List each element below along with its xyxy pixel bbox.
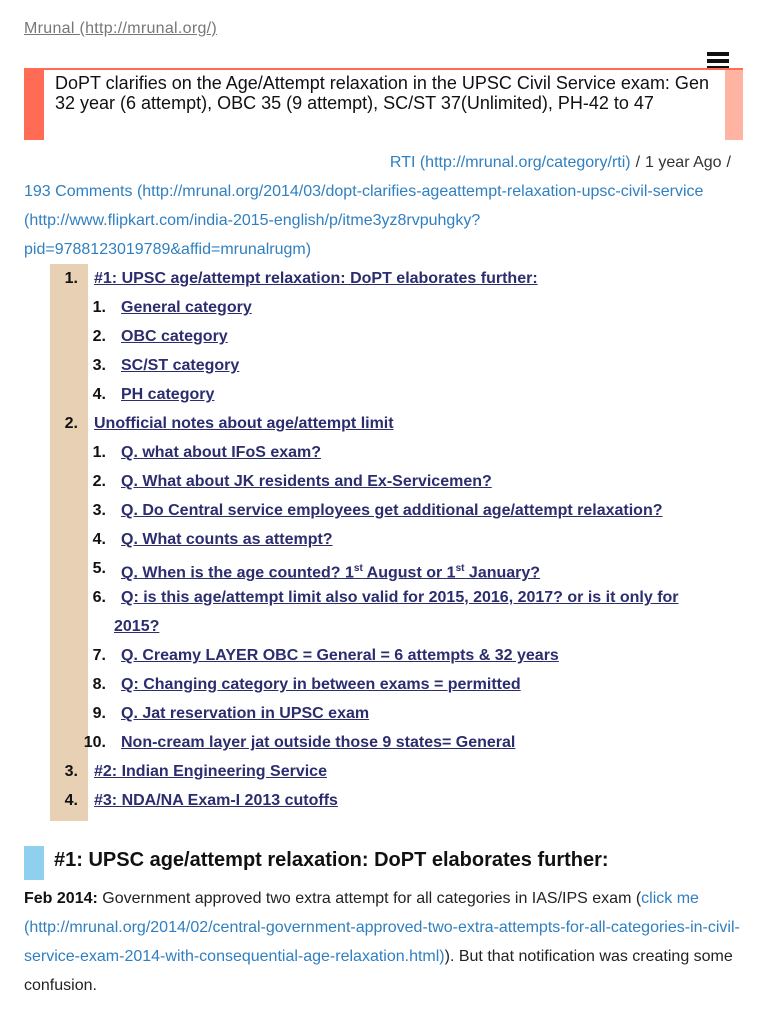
- toc-number: 10.: [83, 734, 106, 751]
- title-accent-left: [24, 70, 44, 140]
- post-title: DoPT clarifies on the Age/Attempt relaxation in the UPSC Civil Service exam: Gen 32 year (6 attempt), OBC 35 (9 attempt), SC/ST 37(Unlimited), PH-42 to 47: [55, 73, 709, 113]
- toc-number: 4.: [92, 386, 106, 403]
- toc-number: 1.: [92, 444, 106, 461]
- para-date: Feb 2014:: [24, 890, 98, 907]
- toc-link-text: August or 1: [362, 564, 456, 582]
- ordinal-suffix: st: [455, 563, 465, 574]
- para-tail: ). But that notification was creating some confusion.: [24, 948, 733, 994]
- toc-link[interactable]: Unofficial notes about age/attempt limit: [94, 415, 394, 432]
- toc-link[interactable]: 2015?: [114, 618, 160, 635]
- flipkart-link[interactable]: (http://www.flipkart.com/india-2015-english/p/itme3yz8rvpuhgky?: [24, 212, 481, 229]
- section-paragraph: [24, 884, 744, 1000]
- category-link[interactable]: RTI (http://mrunal.org/category/rti): [389, 154, 631, 171]
- toc-link[interactable]: #3: NDA/NA Exam-I 2013 cutoffs: [94, 792, 338, 809]
- toc-link-text: January?: [464, 564, 541, 582]
- toc-link[interactable]: Q. What counts as attempt?: [121, 531, 333, 548]
- toc-link[interactable]: Q. Do Central service employees get additional age/attempt relaxation?: [121, 502, 663, 519]
- toc-number: 8.: [92, 676, 106, 693]
- toc-link[interactable]: Q: is this age/attempt limit also valid for 2015, 2016, 2017? or is it only for: [121, 589, 679, 606]
- toc-number: 2.: [64, 415, 78, 432]
- toc-link[interactable]: Non-cream layer jat outside those 9 states= General: [121, 734, 516, 751]
- toc-link[interactable]: SC/ST category: [121, 357, 240, 374]
- toc-link[interactable]: PH category: [121, 386, 215, 403]
- heading-accent: [24, 846, 44, 880]
- menu-line: [707, 52, 729, 56]
- toc-number: 6.: [92, 589, 106, 606]
- meta-separator: /: [726, 154, 731, 171]
- flipkart-link-cont[interactable]: pid=9788123019789&affid=mrunalrugm): [24, 241, 312, 258]
- section-heading: [24, 846, 744, 880]
- toc-link[interactable]: Q. Jat reservation in UPSC exam: [121, 705, 370, 722]
- toc-link[interactable]: Q: Changing category in between exams = permitted: [121, 676, 521, 693]
- toc-link[interactable]: OBC category: [121, 328, 228, 345]
- toc-number: 2.: [92, 473, 106, 490]
- toc-link[interactable]: #2: Indian Engineering Service: [94, 763, 327, 780]
- table-of-contents: [50, 264, 740, 821]
- toc-number: 5.: [92, 560, 106, 577]
- toc-number: 1.: [64, 270, 78, 287]
- comments-link[interactable]: 193 Comments (http://mrunal.org/2014/03/dopt-clarifies-ageattempt-relaxation-upsc-civil-service: [24, 183, 704, 200]
- meta-separator: /: [635, 154, 641, 171]
- site-home-link[interactable]: Mrunal (http://mrunal.org/): [24, 20, 218, 37]
- post-title-box: [24, 68, 743, 140]
- section-heading-text: #1: UPSC age/attempt relaxation: DoPT elaborates further:: [54, 849, 609, 871]
- toc-link[interactable]: Q. What about JK residents and Ex-Servicemen?: [121, 473, 492, 490]
- toc-number: 3.: [92, 502, 106, 519]
- toc-number: 4.: [64, 792, 78, 809]
- toc-number: 3.: [64, 763, 78, 780]
- toc-number: 2.: [92, 328, 106, 345]
- toc-link[interactable]: #1: UPSC age/attempt relaxation: DoPT elaborates further:: [94, 270, 538, 287]
- post-time: 1 year Ago: [645, 154, 722, 171]
- toc-number: 7.: [92, 647, 106, 664]
- toc-number: 4.: [92, 531, 106, 548]
- toc-link[interactable]: Q. Creamy LAYER OBC = General = 6 attempts & 32 years: [121, 647, 559, 664]
- menu-line: [707, 59, 729, 63]
- title-accent-right: [725, 70, 743, 140]
- toc-link[interactable]: General category: [121, 299, 252, 316]
- post-meta: [24, 148, 752, 264]
- click-me-link[interactable]: click me (http://mrunal.org/2014/02/central-government-approved-two-extra-attempts-for-all-categories-in-civil-service-exam-2014-with-consequential-age-relaxation.html): [24, 890, 740, 965]
- toc-number: 9.: [92, 705, 106, 722]
- para-text: Government approved two extra attempt for all categories in IAS/IPS exam (: [97, 890, 642, 907]
- toc-link-text: Q. When is the age counted? 1: [121, 564, 354, 582]
- toc-number: 1.: [92, 299, 106, 316]
- ordinal-suffix: st: [353, 563, 363, 574]
- toc-number: 3.: [92, 357, 106, 374]
- toc-link[interactable]: Q. what about IFoS exam?: [121, 444, 322, 461]
